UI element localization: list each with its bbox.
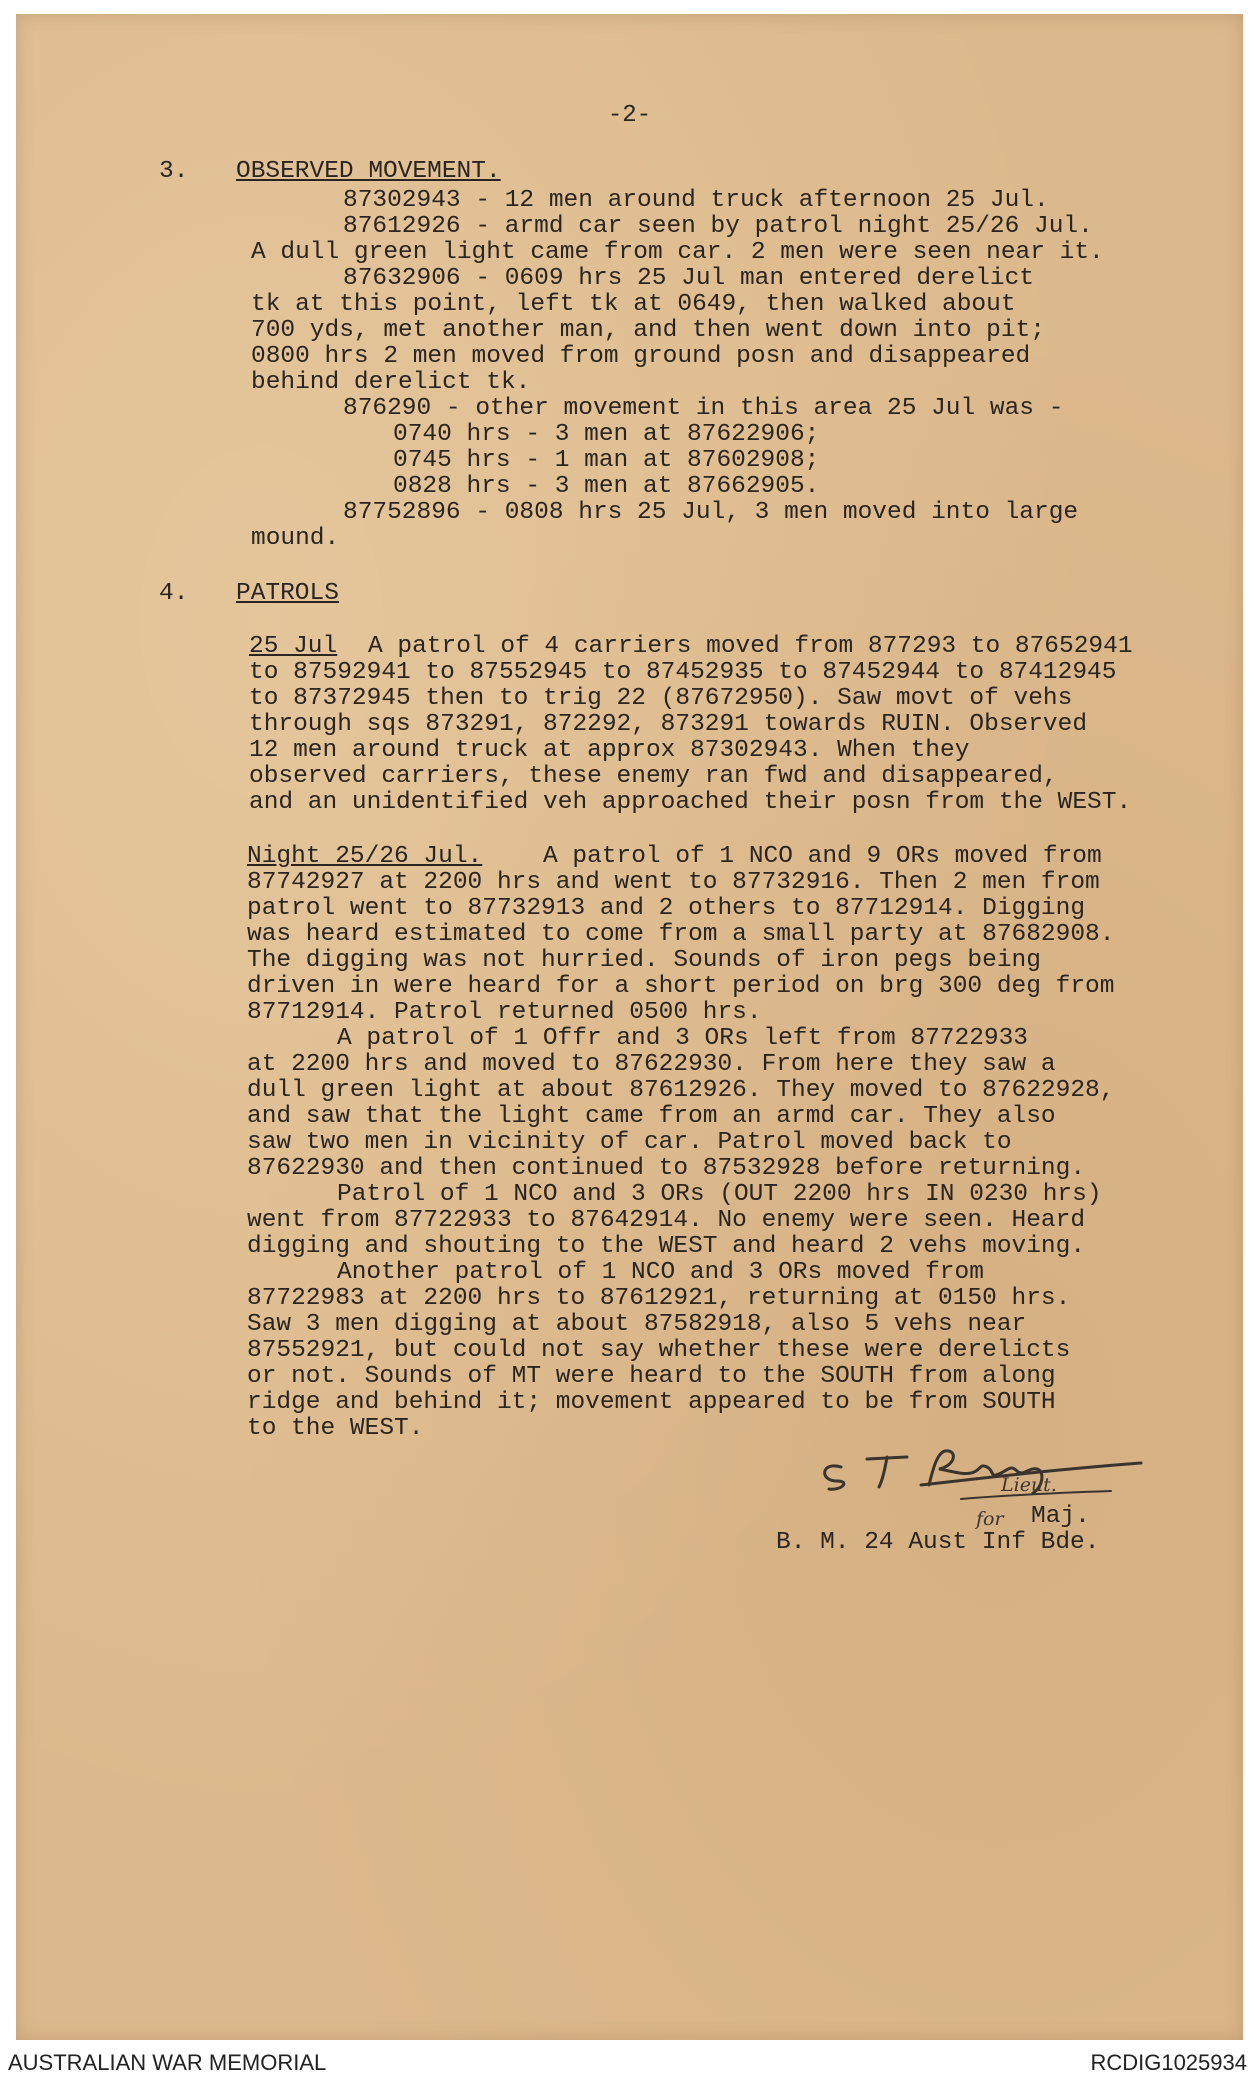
text-line: to 87372945 then to trig 22 (87672950). Saw movt of vehs xyxy=(249,685,1073,712)
text-line: Another patrol of 1 NCO and 3 ORs moved from xyxy=(337,1259,984,1286)
text-line: A patrol of 1 Offr and 3 ORs left from 87722933 xyxy=(337,1025,1029,1052)
text-line: A patrol of 1 NCO and 9 ORs moved from xyxy=(543,843,1102,870)
text-line: The digging was not hurried. Sounds of iron pegs being xyxy=(247,947,1041,974)
paper-sheet xyxy=(16,14,1243,2040)
document-body xyxy=(16,14,1243,2040)
section-3-number: 3. xyxy=(159,158,189,185)
text-line: ridge and behind it; movement appeared to be from SOUTH xyxy=(247,1389,1056,1416)
text-line: 0828 hrs - 3 men at 87662905. xyxy=(393,473,820,500)
text-line: digging and shouting to the WEST and heard 2 vehs moving. xyxy=(247,1233,1086,1260)
text-line: or not. Sounds of MT were heard to the SOUTH from along xyxy=(247,1363,1056,1390)
text-line: observed carriers, these enemy ran fwd and disappeared, xyxy=(249,763,1058,790)
text-line: Saw 3 men digging at about 87582918, also 5 vehs near xyxy=(247,1311,1027,1338)
text-line: 12 men around truck at approx 87302943. When they xyxy=(249,737,970,764)
text-line: 0740 hrs - 3 men at 87622906; xyxy=(393,421,820,448)
signature-maj: Maj. xyxy=(1031,1503,1090,1530)
text-line: Patrol of 1 NCO and 3 ORs (OUT 2200 hrs IN 0230 hrs) xyxy=(337,1181,1102,1208)
text-line: 0800 hrs 2 men moved from ground posn and disappeared xyxy=(251,343,1031,370)
page-number: -2- xyxy=(607,102,652,129)
text-line: to 87592941 to 87552945 to 87452935 to 87452944 to 87412945 xyxy=(249,659,1117,686)
section-3-heading: OBSERVED MOVEMENT. xyxy=(236,158,501,185)
signature-for: for xyxy=(976,1508,1004,1530)
patrol-date-label: 25 Jul xyxy=(249,633,338,660)
text-line: driven in were heard for a short period on brg 300 deg from xyxy=(247,973,1115,1000)
text-line: was heard estimated to come from a small party at 87682908. xyxy=(247,921,1115,948)
text-line: at 2200 hrs and moved to 87622930. From here they saw a xyxy=(247,1051,1056,1078)
text-line: 87302943 - 12 men around truck afternoon 25 Jul. xyxy=(343,187,1049,214)
signature-appointment: B. M. 24 Aust Inf Bde. xyxy=(776,1529,1100,1556)
footer-catalogue-id: RCDIG1025934 xyxy=(1090,2050,1247,2075)
text-line: and an unidentified veh approached their posn from the WEST. xyxy=(249,789,1132,816)
text-line: 87622930 and then continued to 87532928 before returning. xyxy=(247,1155,1086,1182)
text-line: saw two men in vicinity of car. Patrol moved back to xyxy=(247,1129,1012,1156)
text-line: A dull green light came from car. 2 men were seen near it. xyxy=(251,239,1104,266)
text-line: went from 87722933 to 87642914. No enemy were seen. Heard xyxy=(247,1207,1086,1234)
text-line: 0745 hrs - 1 man at 87602908; xyxy=(393,447,820,474)
text-line: 87742927 at 2200 hrs and went to 87732916. Then 2 men from xyxy=(247,869,1100,896)
text-line: 87612926 - armd car seen by patrol night 25/26 Jul. xyxy=(343,213,1093,240)
text-line: A patrol of 4 carriers moved from 877293 to 87652941 xyxy=(368,633,1133,660)
text-line: dull green light at about 87612926. They moved to 87622928, xyxy=(247,1077,1115,1104)
text-line: 87722983 at 2200 hrs to 87612921, returning at 0150 hrs. xyxy=(247,1285,1071,1312)
text-line: mound. xyxy=(251,525,340,552)
section-4-number: 4. xyxy=(159,580,189,607)
text-line: 87752896 - 0808 hrs 25 Jul, 3 men moved into large xyxy=(343,499,1079,526)
section-4-heading: PATROLS xyxy=(236,580,339,607)
text-line: 876290 - other movement in this area 25 Jul was - xyxy=(343,395,1064,422)
text-line: 700 yds, met another man, and then went down into pit; xyxy=(251,317,1045,344)
text-line: tk at this point, left tk at 0649, then walked about xyxy=(251,291,1016,318)
patrol-date-label: Night 25/26 Jul. xyxy=(247,843,483,870)
text-line: behind derelict tk. xyxy=(251,369,531,396)
text-line: and saw that the light came from an armd car. They also xyxy=(247,1103,1056,1130)
text-line: 87632906 - 0609 hrs 25 Jul man entered derelict xyxy=(343,265,1035,292)
text-line: 87552921, but could not say whether these were derelicts xyxy=(247,1337,1071,1364)
footer-institution: AUSTRALIAN WAR MEMORIAL xyxy=(8,2050,327,2075)
text-line: to the WEST. xyxy=(247,1415,424,1442)
text-line: through sqs 873291, 872292, 873291 towards RUIN. Observed xyxy=(249,711,1088,738)
signature-rank: Lieut. xyxy=(1001,1474,1057,1496)
text-line: 87712914. Patrol returned 0500 hrs. xyxy=(247,999,762,1026)
text-line: patrol went to 87732913 and 2 others to 87712914. Digging xyxy=(247,895,1086,922)
